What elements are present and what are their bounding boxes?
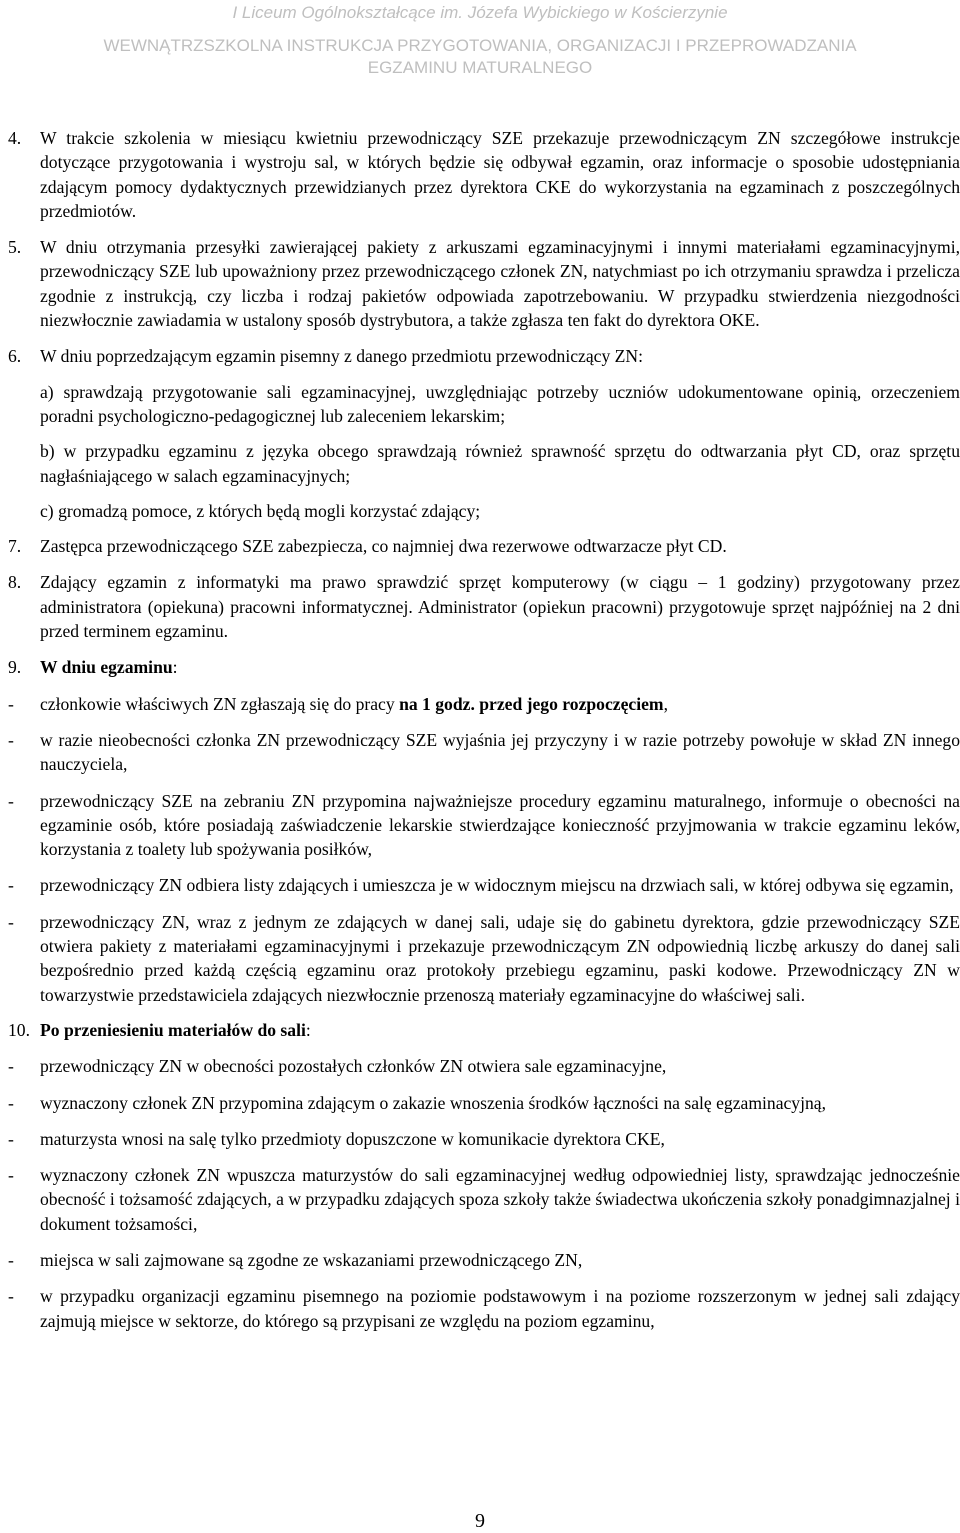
item-6-point-c: c) gromadzą pomoce, z których będą mogli korzystać zdający;: [40, 500, 481, 521]
item-10-bullet-2: [0, 1091, 960, 1115]
item-number: 6.: [8, 346, 22, 367]
item-10: [0, 1018, 960, 1042]
dash-bullet: -: [8, 1286, 14, 1307]
item-9: [0, 655, 960, 679]
item-text: W dniu poprzedzającym egzamin pisemny z danego przedmiotu przewodniczący ZN:: [40, 346, 644, 367]
bullet-text: wyznaczony członek ZN przypomina zdającym o zakazie wnoszenia środków łączności na salę egzaminacyjną,: [40, 1092, 826, 1113]
item-8: [0, 570, 960, 643]
item-text: W dniu otrzymania przesyłki zawierającej pakiety z arkuszami egzaminacyjnymi i innymi materiałami egzaminacyjnymi, przewodniczący SZE lub upoważniony przez przewodniczącego członek ZN, natychmiast po ich otrzymaniu sprawdza i przelicza zgodnie z instrukcją, czy liczba i rodzaj pakietów odpowiada zapotrzebowaniu. W przypadku stwierdzenia niezgodności niezwłocznie zawiadamia w ustalony sposób dystrybutora, a także zgłasza ten fakt do dyrektora OKE.: [40, 237, 960, 331]
bullet-text: przewodniczący ZN w obecności pozostałych członków ZN otwiera sale egzaminacyjne,: [40, 1056, 667, 1077]
bullet-text: wyznaczony członek ZN wpuszcza maturzystów do sali egzaminacyjnej według odpowiedniej listy, sprawdzając jednocześnie obecność i tożsamość zdających, a w przypadku zdających spoza szkoły także świadectwa ukończenia szkoły ponadgimnazjalnej i dokument tożsamości,: [40, 1165, 960, 1234]
item-10-bullet-1: [0, 1054, 960, 1078]
item-number: 10.: [8, 1019, 30, 1040]
item-7: [0, 534, 960, 558]
item-4: [0, 126, 960, 223]
item-heading: W dniu egzaminu: [40, 657, 173, 678]
dash-bullet: -: [8, 729, 14, 750]
item-9-bullet-3: [0, 789, 960, 862]
item-number: 7.: [8, 536, 22, 557]
item-10-bullet-3: [0, 1127, 960, 1151]
dash-bullet: -: [8, 911, 14, 932]
dash-bullet: -: [8, 875, 14, 896]
document-body: [0, 126, 960, 1333]
bullet-text: członkowie właściwych ZN zgłaszają się do pracy: [40, 693, 400, 714]
item-text: Zastępca przewodniczącego SZE zabezpiecza, co najmniej dwa rezerwowe odtwarzacze płyt CD.: [40, 536, 727, 557]
bullet-bold-text: na 1 godz. przed jego rozpoczęciem: [399, 693, 664, 714]
item-9-bullet-4: [0, 873, 960, 897]
item-6: [0, 344, 960, 368]
dash-bullet: -: [8, 1249, 14, 1270]
document-title-line-1: WEWNĄTRZSZKOLNA INSTRUKCJA PRZYGOTOWANIA, ORGANIZACJI I PRZEPROWADZANIA: [103, 36, 857, 55]
dash-bullet: -: [8, 693, 14, 714]
dash-bullet: -: [8, 1056, 14, 1077]
dash-bullet: -: [8, 1128, 14, 1149]
heading-colon: :: [305, 1019, 311, 1040]
dash-bullet: -: [8, 1092, 14, 1113]
item-5: [0, 235, 960, 332]
bullet-text: przewodniczący ZN odbiera listy zdających i umieszcza je w widocznym miejscu na drzwiach sali, w której odbywa się egzamin,: [40, 875, 954, 896]
bullet-text: maturzysta wnosi na salę tylko przedmioty dopuszczone w komunikacie dyrektora CKE,: [40, 1128, 665, 1149]
bullet-text: przewodniczący SZE na zebraniu ZN przypomina najważniejsze procedury egzaminu maturalnego, informuje o obecności na egzaminie osób, które posiadają zaświadczenie lekarskie stwierdzające konieczność przyjmowania w trakcie egzaminu leków, korzystania z toalety lub spożywania posiłków,: [40, 790, 960, 860]
item-heading: Po przeniesieniu materiałów do sali: [40, 1019, 306, 1040]
item-number: 8.: [8, 572, 22, 593]
page-header: [0, 0, 960, 79]
item-6-point-a: a) sprawdzają przygotowanie sali egzaminacyjnej, uwzględniając potrzeby uczniów udokumentowane opinią, orzeczeniem poradni psychologiczno-pedagogicznej lub zaleceniem lekarskim;: [40, 381, 960, 426]
dash-bullet: -: [8, 790, 14, 811]
bullet-text-end: ,: [663, 693, 668, 714]
heading-colon: :: [172, 657, 178, 678]
item-10-bullet-4: [0, 1163, 960, 1236]
school-name: I Liceum Ogólnokształcące im. Józefa Wybickiego w Kościerzynie: [232, 3, 728, 22]
item-10-bullet-5: [0, 1248, 960, 1272]
item-9-bullet-5: [0, 910, 960, 1007]
bullet-text: w razie nieobecności członka ZN przewodniczący SZE wyjaśnia jej przyczyny i w razie potrzeby powołuje w skład ZN innego nauczyciela,: [40, 729, 960, 775]
item-number: 4.: [8, 128, 22, 148]
item-9-bullet-1: [0, 692, 960, 716]
bullet-text: przewodniczący ZN, wraz z jednym ze zdających w danej sali, udaje się do gabinetu dyrektora, gdzie przewodniczący SZE otwiera pakiety z materiałami egzaminacyjnymi i przekazuje przewodniczącym ZN odpowiednią liczbę arkuszy do danej sali bezpośrednio przed każdą częścią egzaminu oraz protokoły przebiegu egzaminu, paski kodowe. Przewodniczący ZN w towarzystwie przedstawiciela zdających niezwłocznie przenoszą materiały egzaminacyjne do właściwej sali.: [40, 911, 960, 1005]
dash-bullet: -: [8, 1165, 14, 1186]
item-6-point-b: b) w przypadku egzaminu z języka obcego sprawdzają również sprawność sprzętu do odtwarzania płyt CD, oraz sprzętu nagłaśniającego w salach egzaminacyjnych;: [40, 441, 960, 486]
page-number: 9: [475, 1510, 485, 1532]
item-9-bullet-2: [0, 728, 960, 777]
document-title-line-2: EGZAMINU MATURALNEGO: [367, 58, 593, 77]
item-text: Zdający egzamin z informatyki ma prawo sprawdzić sprzęt komputerowy (w ciągu – 1 godziny) przygotowany przez administratora (opiekuna) pracowni informatycznej. Administrator (opiekun pracowni) przygotowuje sprzęt najpóźniej na 2 dni przed terminem egzaminu.: [40, 572, 960, 642]
item-10-bullet-6: [0, 1284, 960, 1333]
item-number: 9.: [8, 657, 22, 678]
bullet-text: w przypadku organizacji egzaminu pisemnego na poziomie podstawowym i na poziome rozszerzonym w jednej sali zdający zajmują miejsce w sektorze, do którego są przypisani ze względu na poziom egzaminu,: [40, 1286, 960, 1331]
bullet-text: miejsca w sali zajmowane są zgodne ze wskazaniami przewodniczącego ZN,: [40, 1249, 583, 1270]
item-number: 5.: [8, 237, 22, 258]
item-text: W trakcie szkolenia w miesiącu kwietniu przewodniczący SZE przekazuje przewodniczącym ZN szczegółowe instrukcje dotyczące przygotowania i wystroju sal, w których będzie się odbywał egzamin, oraz informacje o sposobie udostępniania zdającym pomocy dydaktycznych przewidzianych przez dyrektora CKE do wykorzystania na egzaminach z poszczególnych przedmiotów.: [40, 128, 960, 221]
